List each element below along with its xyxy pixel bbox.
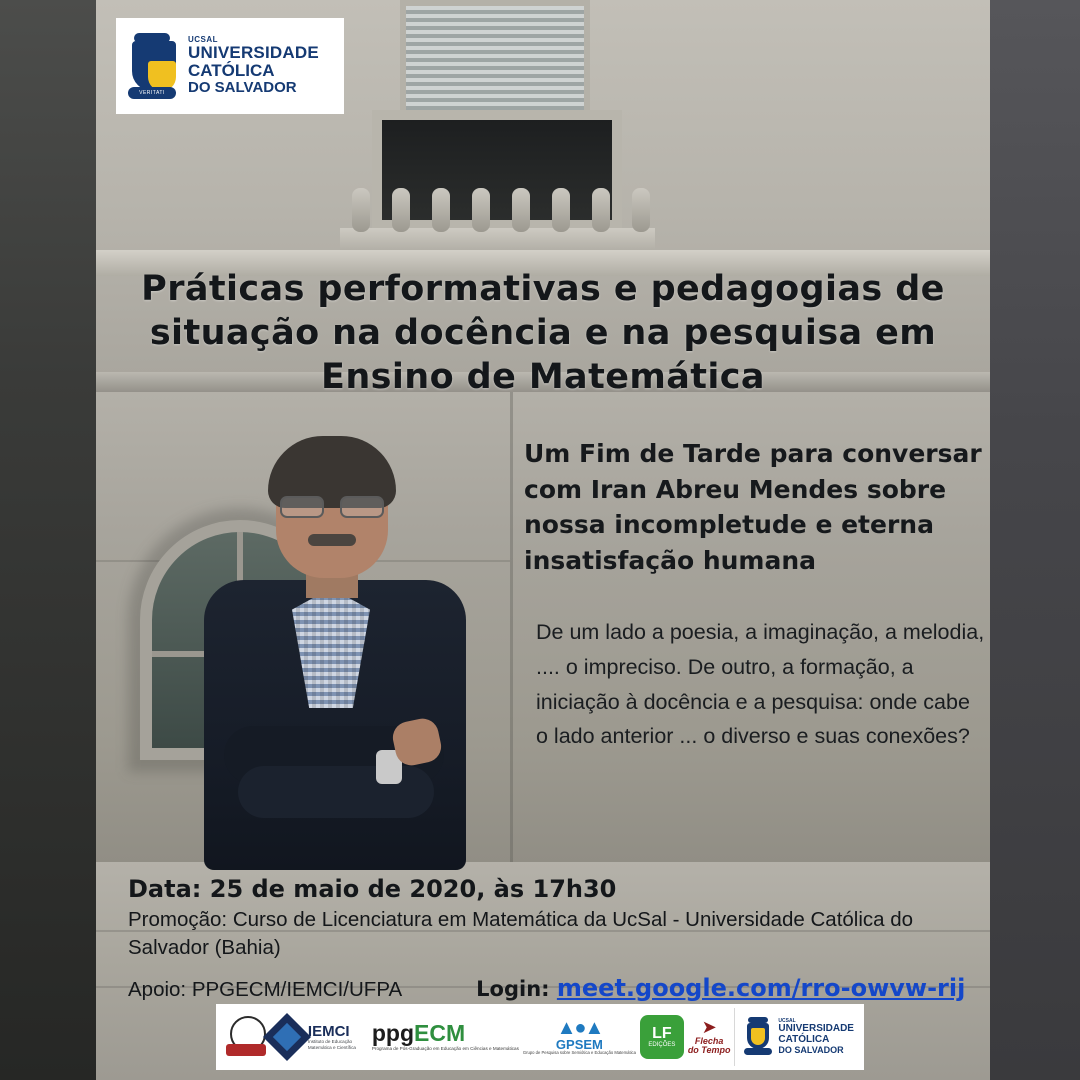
logo-flecha-do-tempo xyxy=(688,1008,731,1066)
page-title: Práticas performativas e pedagogias de situação na docência e na pesquisa em Ensino de Matemática xyxy=(141,269,945,397)
seal-ribbon xyxy=(226,1044,266,1056)
login-label: Login: xyxy=(476,976,550,1001)
arrow-icon: ➤ xyxy=(701,1017,717,1038)
balustrade-post xyxy=(592,188,610,232)
ucsal-line-2: CATÓLICA xyxy=(188,61,275,81)
gpsem-subtitle: Grupo de Pesquisa sobre Semiótica e Educação Matemática xyxy=(522,1050,636,1056)
ucsal-crest-icon xyxy=(124,31,180,101)
ppgecm-subtitle: Programa de Pós-Graduação em Educação em Ciências e Matemáticas xyxy=(371,1046,519,1052)
ucsal-abbrev: UCSAL xyxy=(188,34,219,44)
ppgecm-acronym: ppgECM xyxy=(371,1020,466,1047)
crossed-arm-lower xyxy=(238,766,434,818)
crest-ribbon: VERITATI xyxy=(128,87,176,99)
logo-ufpa xyxy=(226,1008,266,1066)
balustrade-post xyxy=(432,188,450,232)
lf-acronym: LF xyxy=(652,1025,672,1042)
logo-lf-edicoes xyxy=(640,1008,684,1066)
iemci-acronym: IEMCI xyxy=(307,1022,350,1040)
balustrade-post xyxy=(472,188,490,232)
gpsem-figures-icon: ▲●▲ xyxy=(556,1017,603,1040)
ucsal-footer-text xyxy=(778,1019,854,1056)
ucsal-logo-text xyxy=(188,36,319,96)
login-group xyxy=(476,971,965,1005)
logo-iemci xyxy=(270,1008,368,1066)
ucsal-line-2: CATÓLICA xyxy=(778,1033,830,1045)
left-dark-band xyxy=(0,0,96,1080)
ucsal-logo-header xyxy=(116,18,344,114)
ucsal-line-3: DO SALVADOR xyxy=(778,1044,844,1055)
iemci-subtitle: Instituto de Educação Matemática e Científica xyxy=(307,1038,356,1050)
description-text: De um lado a poesia, a imaginação, a melodia, .... o impreciso. De outro, a formação, a iniciação à docência e a pesquisa: onde cabe o lado anterior ... o diverso e suas conexões? xyxy=(536,620,985,749)
ucsal-line-3: DO SALVADOR xyxy=(188,79,297,97)
ppgecm-wordmark xyxy=(372,1022,519,1052)
balustrade-post xyxy=(392,188,410,232)
moustache xyxy=(308,534,356,546)
eyeglasses-icon xyxy=(280,496,384,514)
ucsal-abbrev: UCSAL xyxy=(778,1017,796,1024)
event-details xyxy=(128,872,988,1005)
window-shutter xyxy=(400,0,590,120)
gpsem-acronym: GPSEM xyxy=(555,1037,603,1053)
event-support: Apoio: PPGECM/IEMCI/UFPA xyxy=(128,977,403,1001)
balustrade-post xyxy=(352,188,370,232)
right-dark-band xyxy=(990,0,1080,1080)
flecha-subtitle: do Tempo xyxy=(687,1045,731,1056)
event-promoter: Promoção: Curso de Licenciatura em Matemática da UcSal - Universidade Católica do Salvador (Bahia) xyxy=(128,908,914,960)
ufpa-seal-icon xyxy=(226,1014,266,1060)
sponsor-logo-strip xyxy=(216,1004,864,1070)
iemci-diamond-icon xyxy=(270,1020,304,1054)
intro-text: Um Fim de Tarde para conversar com Iran Abreu Mendes sobre nossa incompletude e eterna insatisfação humana xyxy=(524,439,982,575)
balustrade-post xyxy=(552,188,570,232)
ucsal-line-1: UNIVERSIDADE xyxy=(778,1023,854,1035)
lf-subtitle: EDIÇÕES xyxy=(648,1042,676,1048)
ucsal-line-1: UNIVERSIDADE xyxy=(188,43,319,63)
logo-ppgecm xyxy=(372,1008,519,1066)
meet-link[interactable]: meet.google.com/rro-owvw-rij xyxy=(556,973,966,1002)
crest-shield xyxy=(132,41,176,91)
ucsal-crest-icon-small xyxy=(743,1017,773,1057)
lf-badge-icon xyxy=(640,1015,684,1059)
logo-gpsem xyxy=(523,1008,636,1066)
speaker-photo xyxy=(180,430,540,870)
crest-ribbon xyxy=(744,1048,772,1055)
balustrade-post xyxy=(632,188,650,232)
flecha-name: Flecha xyxy=(694,1036,724,1046)
iemci-text xyxy=(308,1024,368,1050)
gpsem-wordmark xyxy=(523,1018,636,1055)
flecha-wordmark xyxy=(688,1018,731,1056)
event-date: Data: 25 de maio de 2020, às 17h30 xyxy=(128,875,617,903)
logo-ucsal-footer xyxy=(734,1008,854,1066)
support-and-login-row xyxy=(128,971,988,1005)
crest-inner xyxy=(751,1028,765,1045)
balustrade-post xyxy=(512,188,530,232)
